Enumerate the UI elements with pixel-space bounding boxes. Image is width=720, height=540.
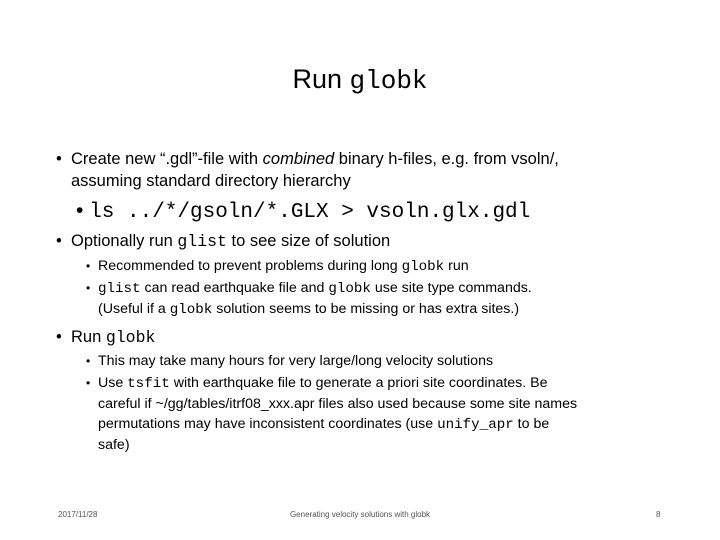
bullet-text: [98, 351, 673, 371]
bullet-text: [98, 373, 673, 455]
title-prefix: Run: [292, 64, 342, 94]
text-segment: Create new “.gdl”-file with: [71, 150, 263, 168]
command-text: glist: [98, 281, 141, 297]
bullet-dot: •: [86, 281, 91, 295]
footer-title: Generating velocity solutions with globk: [289, 510, 431, 519]
text-segment: Recommended to prevent problems during long: [98, 258, 402, 274]
command-text: tsfit: [127, 376, 170, 392]
bullet-text: [71, 326, 681, 349]
command-text: ls ../*/gsoln/*.GLX > vsoln.glx.gdl: [89, 201, 531, 224]
bullet-text: [71, 148, 681, 192]
text-segment: assuming standard directory hierarchy: [71, 172, 351, 190]
title-command: globk: [349, 66, 428, 96]
bullet-dot: •: [86, 376, 91, 390]
slide-title: [0, 62, 720, 98]
text-segment: Run: [71, 328, 106, 346]
emphasis-text: combined: [262, 150, 335, 168]
command-text: globk: [105, 328, 156, 347]
bullet-dot: •: [86, 354, 91, 368]
text-segment: can read earthquake file and: [140, 280, 329, 296]
text-segment: use site type commands.: [370, 280, 532, 296]
command-line: [76, 197, 530, 227]
text-segment: Optionally run: [71, 232, 178, 250]
text-segment: run: [444, 258, 469, 274]
bullet-dot: •: [56, 150, 62, 168]
bullet-dot: •: [56, 328, 62, 346]
footer-date: 2017/11/28: [58, 510, 98, 519]
command-text: unify_apr: [437, 417, 514, 433]
text-segment: solution seems to be missing or has extra sites.): [212, 301, 520, 317]
bullet-dot: •: [86, 259, 91, 273]
command-text: glist: [177, 232, 227, 251]
text-segment: permutations may have inconsistent coordinates (use: [98, 416, 438, 432]
text-segment: with earthquake file to generate a priori site coordinates. Be: [169, 375, 548, 391]
command-text: globk: [401, 259, 445, 275]
bullet-dot: •: [56, 232, 62, 250]
text-segment: careful if ~/gg/tables/itrf08_xxx.apr files also used because some site names: [98, 396, 578, 412]
text-segment: binary h-files, e.g. from vsoln/,: [334, 150, 559, 168]
text-segment: This may take many hours for very large/long velocity solutions: [98, 353, 494, 369]
text-segment: to see size of solution: [226, 232, 391, 250]
text-segment: safe): [98, 437, 130, 453]
text-segment: to be: [513, 416, 550, 432]
command-text: globk: [328, 281, 371, 297]
footer-page-number: 8: [656, 510, 661, 519]
bullet-text: [98, 256, 673, 277]
bullet-text: [98, 278, 673, 320]
text-segment: (Useful if a: [98, 301, 170, 317]
bullet-dot: •: [76, 199, 90, 222]
command-text: globk: [169, 302, 213, 318]
bullet-text: [71, 230, 681, 253]
text-segment: Use: [98, 375, 128, 391]
